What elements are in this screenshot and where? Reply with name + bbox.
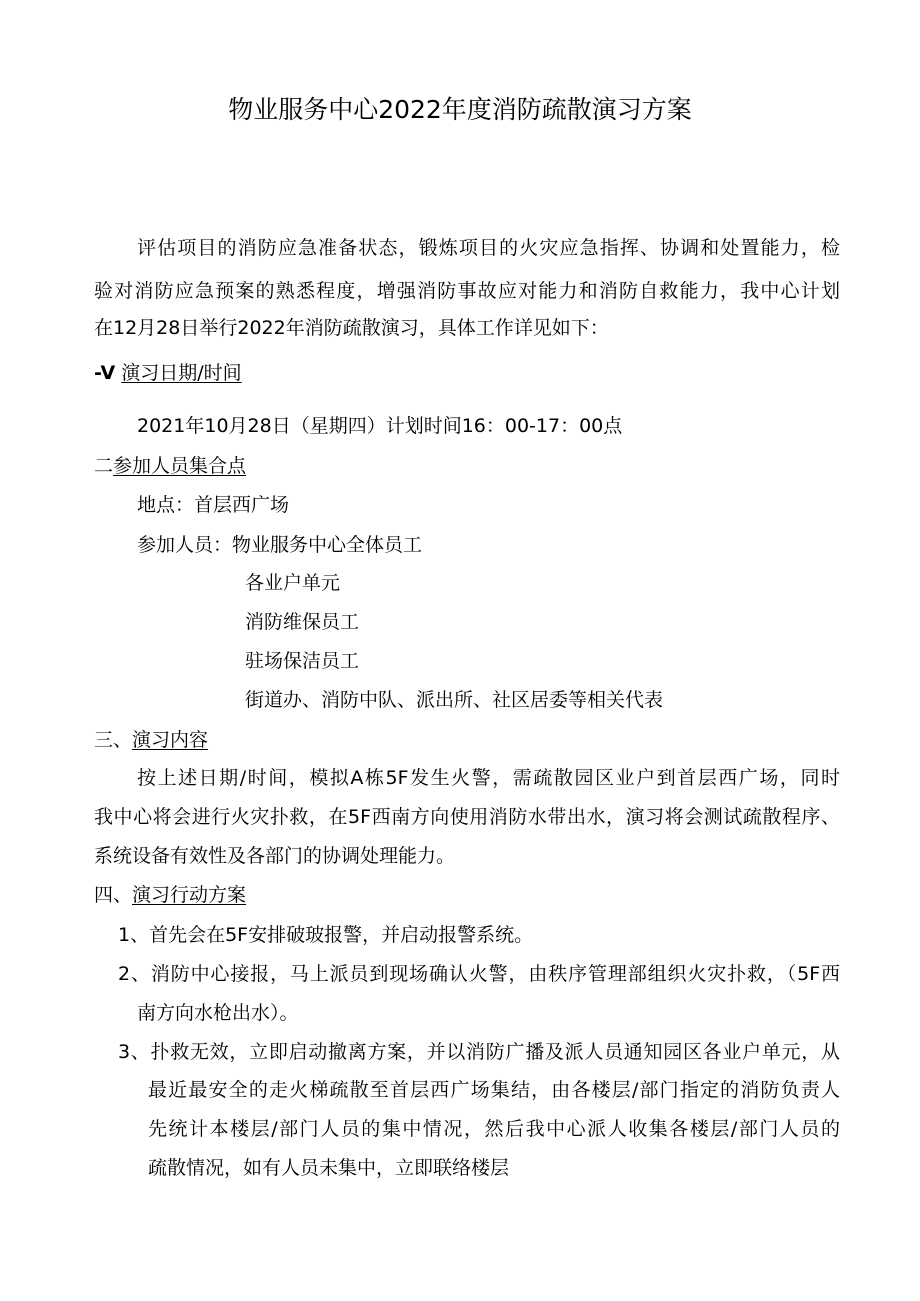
action-item-3-line-3: 先统计本楼层/部门人员的集中情况，然后我中心派人收集各楼层/部门人员的 xyxy=(148,1118,840,1140)
section-1-heading xyxy=(94,361,242,385)
action-item-2-line-1: 2、消防中心接报，马上派员到现场确认火警，由秩序管理部组织火灾扑救，（5F西 xyxy=(118,963,840,985)
intro-line-3: 在12月28日举行2022年消防疏散演习，具体工作详见如下： xyxy=(94,317,609,339)
participant-item: 驻场保洁员工 xyxy=(245,650,360,672)
section-2-marker: 二 xyxy=(94,455,114,477)
content-line-2: 我中心将会进行火灾扑救，在5F西南方向使用消防水带出水，演习将会测试疏散程序、 xyxy=(94,806,840,828)
section-3-marker: 三、 xyxy=(94,729,133,751)
section-2-heading xyxy=(94,454,246,478)
section-2-title: 参加人员集合点 xyxy=(113,455,247,477)
participant-item: 各业户单元 xyxy=(245,572,341,594)
content-line-3: 系统设备有效性及各部门的协调处理能力。 xyxy=(94,845,456,867)
section-4-title: 演习行动方案 xyxy=(132,884,247,906)
participant-item: 消防维保员工 xyxy=(245,611,360,633)
section-1-title: 演习日期/时间 xyxy=(121,362,242,384)
participants-label: 参加人员： xyxy=(137,534,233,556)
drill-date-line: 2021年10月28日（星期四）计划时间16：00-17：00点 xyxy=(137,415,623,437)
intro-line-1: 评估项目的消防应急准备状态，锻炼项目的火灾应急指挥、协调和处置能力，检 xyxy=(137,237,840,259)
action-item-1: 1、首先会在5F安排破玻报警，并启动报警系统。 xyxy=(118,924,534,946)
section-3-heading xyxy=(94,728,208,752)
section-4-heading xyxy=(94,883,246,907)
section-1-marker: -V xyxy=(94,362,116,384)
section-3-title: 演习内容 xyxy=(132,729,209,751)
assembly-location: 地点：首层西广场 xyxy=(137,494,290,516)
content-line-1: 按上述日期/时间，模拟A栋5F发生火警，需疏散园区业户到首层西广场，同时 xyxy=(137,767,840,789)
action-item-3-line-1: 3、扑救无效，立即启动撤离方案，并以消防广播及派人员通知园区各业户单元，从 xyxy=(118,1041,840,1063)
participant-item: 物业服务中心全体员工 xyxy=(232,534,423,556)
document-title: 物业服务中心2022年度消防疏散演习方案 xyxy=(228,95,692,124)
intro-line-2: 验对消防应急预案的熟悉程度，增强消防事故应对能力和消防自救能力，我中心计划 xyxy=(94,280,840,302)
action-item-3-line-2: 最近最安全的走火梯疏散至首层西广场集结，由各楼层/部门指定的消防负责人 xyxy=(148,1079,840,1101)
action-item-3-line-4: 疏散情况，如有人员未集中，立即联络楼层 xyxy=(148,1157,510,1179)
participants-line xyxy=(137,533,422,557)
action-item-2-line-2: 南方向水枪出水）。 xyxy=(137,1002,299,1024)
participant-item: 街道办、消防中队、派出所、社区居委等相关代表 xyxy=(245,689,664,711)
section-4-marker: 四、 xyxy=(94,884,133,906)
